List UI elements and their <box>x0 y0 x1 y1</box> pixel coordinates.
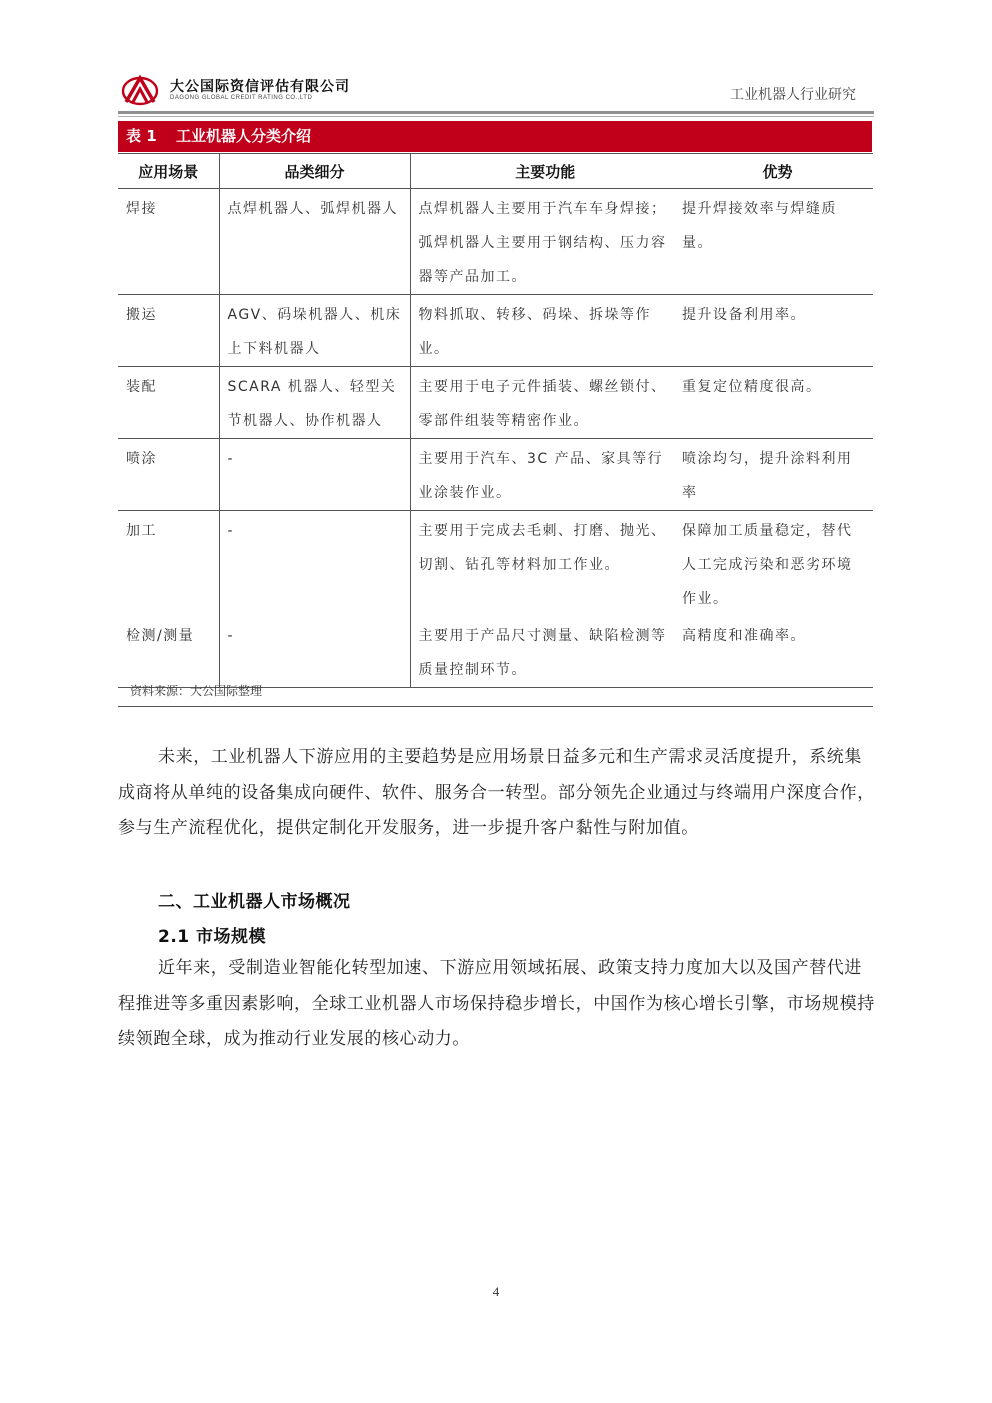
cell-scene: 喷涂 <box>118 439 219 511</box>
classification-table <box>118 153 873 688</box>
source-text: 资料来源：大公国际整理 <box>130 684 263 698</box>
cell-scene: 加工 <box>126 523 157 539</box>
cell-advantage: 提升设备利用率。 <box>680 295 873 367</box>
cell-scene: 焊接 <box>118 189 219 295</box>
cell-types: AGV、码垛机器人、机床上下料机器人 <box>219 295 410 367</box>
table-number: 表 1 <box>126 127 157 145</box>
column-header-function: 主要功能 <box>410 154 680 189</box>
cell-function: 主要用于产品尺寸测量、缺陷检测等质量控制环节。 <box>410 616 680 688</box>
table-row <box>118 367 873 439</box>
table-header-row <box>118 154 873 189</box>
table-title: 工业机器人分类介绍 <box>176 127 312 145</box>
cell-types: SCARA 机器人、轻型关节机器人、协作机器人 <box>219 367 410 439</box>
header-divider <box>118 111 874 114</box>
cell-types: 点焊机器人、弧焊机器人 <box>219 189 410 295</box>
table-row <box>118 511 873 617</box>
column-header-types: 品类细分 <box>219 154 410 189</box>
company-logo-icon <box>120 74 160 108</box>
table-row <box>118 189 873 295</box>
cell-function: 主要用于汽车、3C 产品、家具等行业涂装作业。 <box>410 439 680 511</box>
cell-scene: 检测/测量 <box>118 616 219 688</box>
cell-advantage: 喷涂均匀，提升涂料利用率 <box>680 439 873 511</box>
cell-types: - <box>219 511 410 617</box>
page-number: 4 <box>492 1284 500 1299</box>
cell-types: - <box>219 439 410 511</box>
page-header <box>118 64 874 112</box>
company-name-cn: 大公国际资信评估有限公司 <box>170 79 350 95</box>
cell-advantage: 高精度和准确率。 <box>680 616 873 688</box>
company-name-en: DAGONG GLOBAL CREDIT RATING CO.,LTD <box>170 95 313 101</box>
cell-function: 物料抓取、转移、码垛、拆垛等作业。 <box>410 295 680 367</box>
subsection-heading: 2.1 市场规模 <box>158 927 267 947</box>
column-header-scene: 应用场景 <box>118 154 219 189</box>
table-row <box>118 439 873 511</box>
cell-scene: 搬运 <box>118 295 219 367</box>
table-source-note <box>118 672 873 707</box>
cell-scene: 装配 <box>118 367 219 439</box>
cell-advantage: 重复定位精度很高。 <box>680 367 873 439</box>
table-row <box>118 295 873 367</box>
cell-function: 主要用于完成去毛刺、打磨、抛光、切割、钻孔等材料加工作业。 <box>410 511 680 617</box>
cell-function: 主要用于电子元件插装、螺丝锁付、零部件组装等精密作业。 <box>410 367 680 439</box>
body-paragraph: 近年来，受制造业智能化转型加速、下游应用领域拓展、政策支持力度加大以及国产替代进程推进等多重因素影响，全球工业机器人市场保持稳步增长，中国作为核心增长引擎，市场规模持续领跑全球，成为推动行业发展的核心动力。 <box>118 958 875 1049</box>
cell-function: 点焊机器人主要用于汽车车身焊接；弧焊机器人主要用于钢结构、压力容器等产品加工。 <box>410 189 680 295</box>
section-heading: 二、工业机器人市场概况 <box>158 892 351 912</box>
header-divider-thin <box>118 116 874 117</box>
cell-advantage: 保障加工质量稳定，替代人工完成污染和恶劣环境作业。 <box>682 523 853 607</box>
cell-advantage: 提升焊接效率与焊缝质量。 <box>680 189 873 295</box>
body-paragraph: 未来，工业机器人下游应用的主要趋势是应用场景日益多元和生产需求灵活度提升，系统集成商将从单纯的设备集成向硬件、软件、服务合一转型。部分领先企业通过与终端用户深度合作，参与生产流程优化，提供定制化开发服务，进一步提升客户黏性与附加值。 <box>118 747 875 838</box>
cell-types: - <box>219 616 410 688</box>
table-caption <box>118 121 872 152</box>
report-title: 工业机器人行业研究 <box>730 87 856 103</box>
column-header-advantage: 优势 <box>680 154 873 189</box>
